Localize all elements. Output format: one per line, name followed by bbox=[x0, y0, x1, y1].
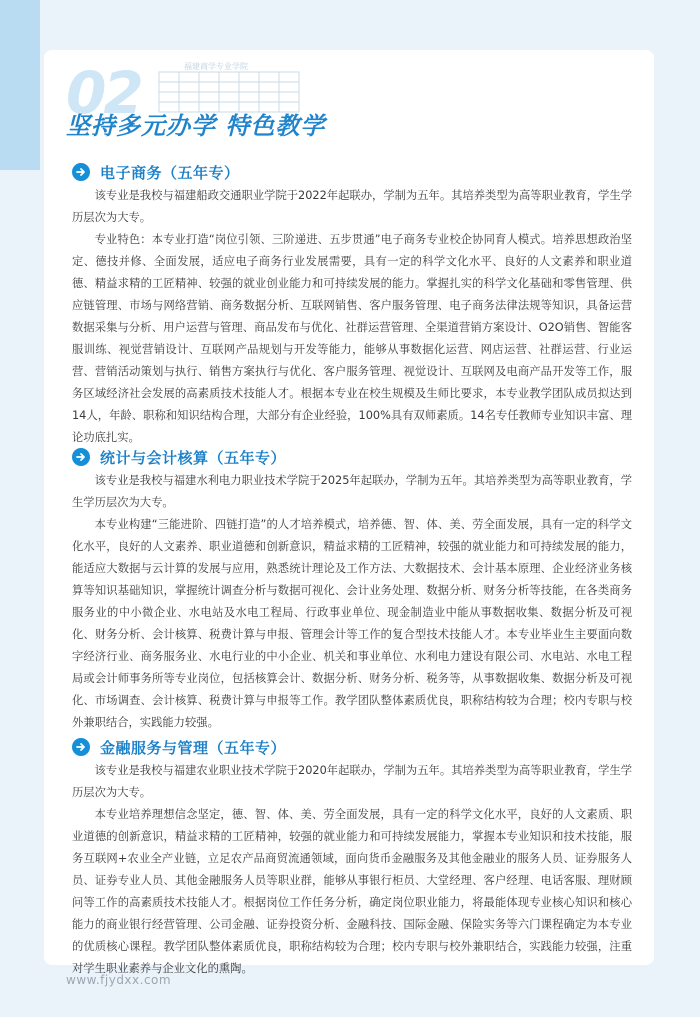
arrow-right-icon bbox=[72, 738, 90, 756]
paragraph: 该专业是我校与福建水利电力职业技术学院于2025年起联办，学制为五年。其培养类型为高等职业教育，学生学历层次为大专。 bbox=[72, 474, 632, 509]
section-finance-management bbox=[72, 736, 632, 980]
section-title: 金融服务与管理（五年专） bbox=[100, 738, 287, 757]
section-statistics-accounting bbox=[72, 446, 632, 734]
footer-website-url: www.fjydxx.com bbox=[66, 973, 172, 987]
page-header bbox=[44, 50, 654, 150]
paragraph: 该专业是我校与福建船政交通职业学院于2022年起联办，学制为五年。其培养类型为高等职业教育，学生学历层次为大专。 bbox=[72, 189, 632, 224]
page-title: 坚持多元办学 特色教学 bbox=[66, 112, 326, 140]
paragraph: 该专业是我校与福建农业职业技术学院于2020年起联办，学制为五年。其培养类型为高等职业教育，学生学历层次为大专。 bbox=[72, 764, 632, 799]
section-number: 02 bbox=[66, 59, 141, 127]
section-title: 统计与会计核算（五年专） bbox=[100, 448, 287, 467]
arrow-right-icon bbox=[72, 163, 90, 181]
section-heading bbox=[72, 736, 632, 758]
content-card bbox=[44, 50, 654, 975]
section-heading bbox=[72, 446, 632, 468]
section-heading bbox=[72, 161, 632, 183]
section-ecommerce bbox=[72, 161, 632, 449]
paragraph: 本专业构建“三能进阶、四链打造”的人才培养模式，培养德、智、体、美、劳全面发展，具有一定的科学文化水平，良好的人文素养、职业道德和创新意识，精益求精的工匠精神，较强的就业能力和可持续发展的能力，能适应大数据与云计算的发展与应用，熟悉统计理论及工作方法、大数据技术、会计基本原理、企业经济业务核算等知识基础知识，掌握统计调查分析与数据可视化、会计业务处理、数据分析、财务分析等技能，在各类商务服务业的中小微企业、水电站及水电工程局、行政事业单位、现金制造业中能从事数据收集、数据分析及可视化、财务分析、会计核算、税费计算与申报、管理会计等工作的复合型技术技能人才。本专业毕业生主要面向数字经济行业、商务服务业、水电行业的中小企业、机关和事业单位、水利电力建设有限公司、水电站、水电工程局或会计师事务所等专业岗位，包括核算会计、数据分析、财务分析、税务等，从事数据收集、数据分析及可视化、市场调查、会计核算、税费计算与申报等工作。教学团队整体素质优良，职称结构较为合理；校内专职与校外兼职结合，实践能力较强。 bbox=[72, 518, 632, 729]
paragraph: 专业特色：本专业打造“岗位引领、三阶递进、五步贯通”电子商务专业校企协同育人模式。培养思想政治坚定、德技并修、全面发展，适应电子商务行业发展需要，具有一定的科学文化水平、良好的人文素养和职业道德、精益求精的工匠精神、较强的就业创业能力和可持续发展的能力。掌握扎实的科学文化基础和零售管理、供应链管理、市场与网络营销、商务数据分析、互联网销售、客户服务管理、电子商务法律法规等知识，具备运营数据采集与分析、用户运营与管理、商品发布与优化、社群运营管理、全渠道营销方案设计、O2O销售、智能客服训练、视觉营销设计、互联网产品规划与开发等能力，能够从事数据化运营、网店运营、社群运营、行业运营、营销活动策划与执行、销售方案执行与优化、客户服务管理、视觉设计、互联网及电商产品开发等工作，服务区域经济社会发展的高素质技术技能人才。根据本专业在校生规模及生师比要求，本专业教学团队成员拟达到14人，年龄、职称和知识结构合理，大部分有企业经验，100%具有双师素质。14名专任教师专业知识丰富、理论功底扎实。 bbox=[72, 233, 632, 444]
building-sign: 福建商学专业学院 bbox=[184, 62, 248, 71]
section-title: 电子商务（五年专） bbox=[100, 163, 240, 182]
arrow-right-icon bbox=[72, 448, 90, 466]
side-decoration-strip bbox=[0, 0, 40, 170]
paragraph: 本专业培养理想信念坚定，德、智、体、美、劳全面发展，具有一定的科学文化水平，良好的人文素质、职业道德的创新意识，精益求精的工匠精神，较强的就业能力和可持续发展能力，掌握本专业知识和技术技能，服务互联网+农业全产业链，立足农产品商贸流通领域，面向货币金融服务及其他金融业的服务人员、证券服务人员、证券专业人员、其他金融服务人员等职业群，能够从事银行柜员、大堂经理、客户经理、电话客服、理财顾问等工作的高素质技术技能人才。根据岗位工作任务分析，确定岗位职业能力，将最能体现专业核心知识和核心能力的商业银行经营管理、公司金融、证券投资分析、金融科技、国际金融、保险实务等六门课程确定为本专业的优质核心课程。教学团队整体素质优良，职称结构较为合理；校内专职与校外兼职结合，实践能力较强，注重对学生职业素养与企业文化的熏陶。 bbox=[72, 808, 632, 975]
